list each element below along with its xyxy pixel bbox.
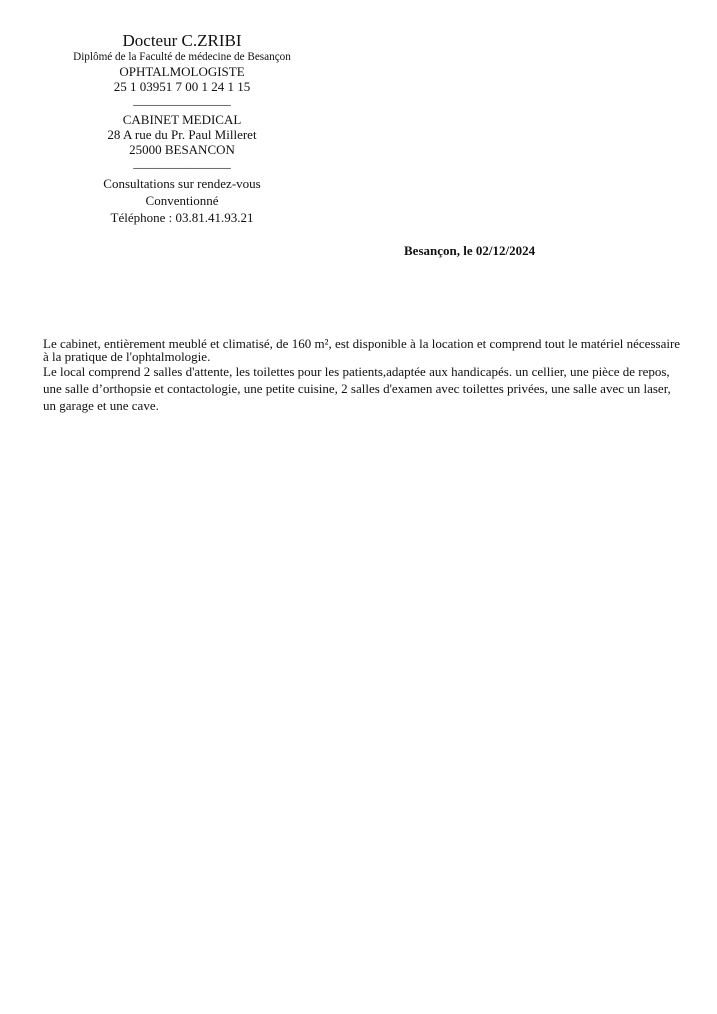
address-street: 28 A rue du Pr. Paul Milleret (107, 127, 257, 142)
practice-name: CABINET MEDICAL (122, 112, 242, 127)
letter-body (43, 337, 683, 414)
separator-line: _______________ (133, 155, 231, 170)
date-line: Besançon, le 02/12/2024 (404, 243, 536, 258)
convention-status: Conventionné (145, 193, 219, 208)
separator-line: _______________ (133, 92, 231, 107)
phone-number: Téléphone : 03.81.41.93.21 (110, 210, 254, 225)
diploma-line: Diplômé de la Faculté de médecine de Besançon (73, 51, 291, 63)
address-city: 25000 BESANCON (129, 142, 235, 157)
registration-number: 25 1 03951 7 00 1 24 1 15 (113, 79, 251, 94)
consultations-info: Consultations sur rendez-vous (103, 176, 261, 191)
doctor-name: Docteur C.ZRIBI (122, 31, 242, 50)
letterhead (44, 31, 320, 226)
specialty: OPHTALMOLOGISTE (119, 64, 245, 79)
body-paragraph: Le local comprend 2 salles d'attente, les toilettes pour les patients,adaptée aux handicapés. un cellier, une pièce de repos, une salle d’orthopsie et contactologie, une petite cuisine, 2 salles d'examen avec toilettes privées, une salle avec un laser, un garage et une cave. (43, 364, 671, 413)
body-paragraph: Le cabinet, entièrement meublé et climatisé, de 160 m², est disponible à la location et comprend tout le matériel nécessaire à la pratique de l'ophtalmologie. (43, 336, 681, 364)
